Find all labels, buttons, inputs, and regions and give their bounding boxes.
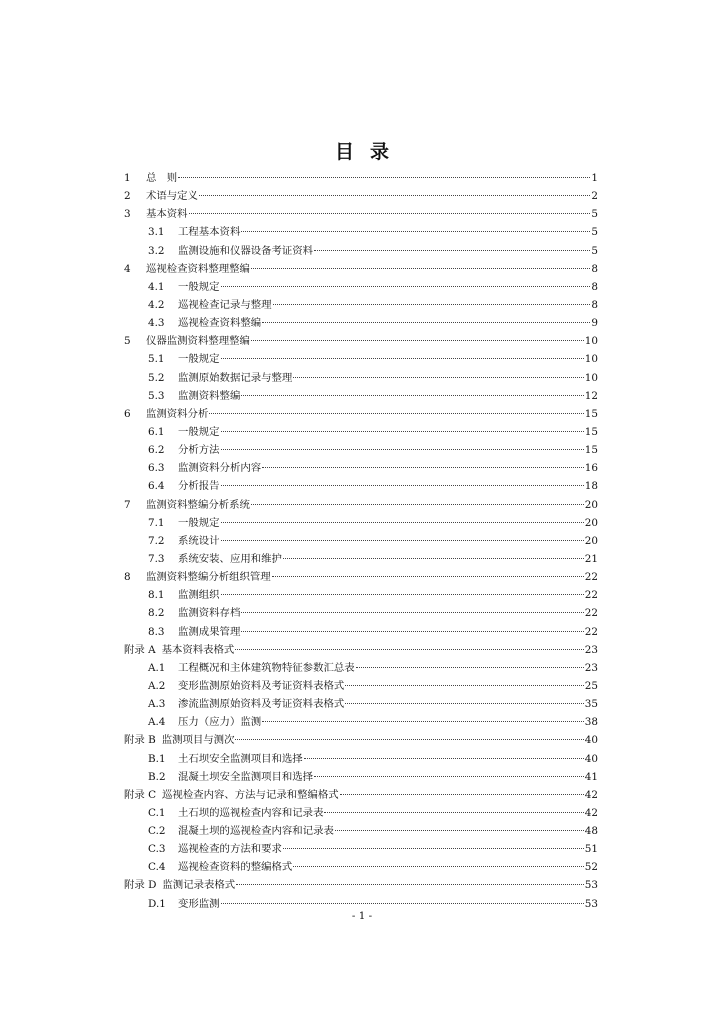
toc-entry-label: 一般规定 xyxy=(178,516,220,529)
toc-dot-leader xyxy=(241,395,583,396)
toc-dot-leader xyxy=(235,649,583,650)
toc-dot-leader xyxy=(251,340,584,341)
toc-entry-number: 3 xyxy=(124,208,131,221)
toc-dot-leader xyxy=(221,358,584,359)
toc-entry-label: 监测资料存档 xyxy=(178,607,241,620)
toc-entry[interactable] xyxy=(124,750,598,768)
title-char-2: 录 xyxy=(370,141,390,163)
toc-dot-leader xyxy=(199,195,590,196)
toc-entry-number: A.2 xyxy=(148,679,166,692)
toc-entry-label: 仪器监测资料整理整编 xyxy=(146,335,250,348)
toc-entry-number: 2 xyxy=(124,190,131,203)
toc-dot-leader xyxy=(251,504,584,505)
toc-entry[interactable] xyxy=(124,332,598,350)
toc-entry-label: 混凝土坝的巡视检查内容和记录表 xyxy=(178,825,334,838)
toc-entry[interactable] xyxy=(124,786,598,804)
toc-entry-number: C.2 xyxy=(148,825,166,838)
toc-entry-number: 6.4 xyxy=(148,480,165,493)
toc-dot-leader xyxy=(345,685,584,686)
toc-entry-number: 7.2 xyxy=(148,534,165,547)
toc-entry-label: 变形监测 xyxy=(178,897,220,910)
page-title xyxy=(0,137,724,164)
toc-entry-label: 巡视检查资料的整编格式 xyxy=(178,861,293,874)
toc-entry-number: 4 xyxy=(124,262,131,275)
toc-entry-page: 18 xyxy=(584,480,598,493)
toc-entry-label: 监测组织 xyxy=(178,589,220,602)
toc-entry-label: 混凝土坝安全监测项目和选择 xyxy=(178,770,314,783)
toc-dot-leader xyxy=(345,703,584,704)
toc-entry-page: 15 xyxy=(584,407,598,420)
toc-entry-label: 压力（应力）监测 xyxy=(178,716,262,729)
toc-entry[interactable] xyxy=(124,623,598,641)
toc-entry-number: A.1 xyxy=(148,661,166,674)
toc-entry-page: 2 xyxy=(591,190,598,203)
toc-entry-number: 6.3 xyxy=(148,462,165,475)
toc-entry-label: 监测设施和仪器设备考证资料 xyxy=(178,244,314,257)
toc-entry-number: 7 xyxy=(124,498,131,511)
toc-entry-page: 40 xyxy=(584,752,598,765)
toc-entry[interactable] xyxy=(124,604,598,622)
toc-dot-leader xyxy=(283,848,584,849)
toc-entry-label: 系统设计 xyxy=(178,534,220,547)
toc-entry[interactable] xyxy=(124,822,598,840)
toc-dot-leader xyxy=(262,467,584,468)
toc-entry-page: 8 xyxy=(591,298,598,311)
toc-entry[interactable] xyxy=(124,586,598,604)
toc-entry[interactable] xyxy=(124,459,598,477)
toc-dot-leader xyxy=(241,631,583,632)
toc-dot-leader xyxy=(221,431,584,432)
toc-entry-label: 变形监测原始资料及考证资料表格式 xyxy=(178,679,345,692)
toc-dot-leader xyxy=(340,794,584,795)
toc-dot-leader xyxy=(324,812,583,813)
toc-entry-label: 巡视检查的方法和要求 xyxy=(178,843,282,856)
toc-entry-label: 监测原始数据记录与整理 xyxy=(178,371,293,384)
toc-entry-page: 15 xyxy=(584,425,598,438)
toc-dot-leader xyxy=(262,322,590,323)
toc-entry-number: 3.2 xyxy=(148,244,165,257)
toc-entry-page: 23 xyxy=(584,661,598,674)
toc-entry-number: 4.2 xyxy=(148,298,165,311)
toc-entry-page: 53 xyxy=(584,879,598,892)
toc-entry-label: 监测资料分析内容 xyxy=(178,462,262,475)
page-number: - 1 - xyxy=(351,910,373,922)
toc-entry[interactable] xyxy=(124,441,598,459)
toc-dot-leader xyxy=(272,576,584,577)
toc-entry-number: C.3 xyxy=(148,843,166,856)
toc-entry[interactable] xyxy=(124,840,598,858)
toc-entry-number: 6.1 xyxy=(148,425,165,438)
toc-entry-number: 8.1 xyxy=(148,589,165,602)
toc-entry-label: 监测记录表格式 xyxy=(162,879,236,892)
toc-dot-leader xyxy=(235,739,583,740)
toc-entry[interactable] xyxy=(124,659,598,677)
toc-entry-page: 53 xyxy=(584,897,598,910)
toc-entry[interactable] xyxy=(124,695,598,713)
toc-entry-number: 附录 B xyxy=(124,734,156,747)
toc-entry[interactable] xyxy=(124,677,598,695)
toc-entry-page: 5 xyxy=(591,208,598,221)
toc-entry[interactable] xyxy=(124,369,598,387)
toc-entry-number: 5.3 xyxy=(148,389,165,402)
toc-entry-page: 42 xyxy=(584,788,598,801)
toc-entry-number: 6 xyxy=(124,407,131,420)
toc-entry-page: 52 xyxy=(584,861,598,874)
table-of-contents xyxy=(124,169,598,913)
toc-entry-number: 附录 A xyxy=(124,643,156,656)
toc-entry-number: 6.2 xyxy=(148,444,165,457)
toc-entry-page: 22 xyxy=(584,625,598,638)
toc-entry-label: 术语与定义 xyxy=(146,190,198,203)
toc-entry-label: 工程概况和主体建筑物特征参数汇总表 xyxy=(178,661,355,674)
toc-dot-leader xyxy=(221,594,584,595)
toc-entry-label: 一般规定 xyxy=(178,425,220,438)
toc-entry-number: 5 xyxy=(124,335,131,348)
toc-entry-label: 监测项目与测次 xyxy=(161,734,235,747)
toc-entry-label: 一般规定 xyxy=(178,353,220,366)
toc-entry-page: 15 xyxy=(584,444,598,457)
toc-entry[interactable] xyxy=(124,296,598,314)
toc-entry-number: 8.2 xyxy=(148,607,165,620)
toc-dot-leader xyxy=(236,884,584,885)
toc-entry[interactable] xyxy=(124,260,598,278)
toc-entry[interactable] xyxy=(124,387,598,405)
toc-entry-number: 附录 D xyxy=(124,879,157,892)
toc-entry-label: 巡视检查内容、方法与记录和整编格式 xyxy=(162,788,339,801)
toc-entry-number: B.2 xyxy=(148,770,166,783)
toc-entry-page: 1 xyxy=(591,172,598,184)
toc-entry-page: 38 xyxy=(584,716,598,729)
toc-dot-leader xyxy=(293,866,583,867)
toc-entry[interactable] xyxy=(124,768,598,786)
toc-entry-page: 22 xyxy=(584,589,598,602)
toc-entry-number: 7.1 xyxy=(148,516,165,529)
toc-dot-leader xyxy=(262,721,584,722)
toc-dot-leader xyxy=(241,231,590,232)
toc-entry-label: 监测成果管理 xyxy=(178,625,241,638)
toc-dot-leader xyxy=(293,377,583,378)
toc-entry[interactable] xyxy=(124,278,598,296)
toc-entry[interactable] xyxy=(124,242,598,260)
toc-entry-page: 5 xyxy=(591,244,598,257)
toc-entry-label: 土石坝的巡视检查内容和记录表 xyxy=(178,806,324,819)
toc-dot-leader xyxy=(251,268,590,269)
toc-entry[interactable] xyxy=(124,496,598,514)
toc-entry-page: 12 xyxy=(584,389,598,402)
toc-entry-page: 16 xyxy=(584,462,598,475)
toc-entry-page: 20 xyxy=(584,534,598,547)
toc-dot-leader xyxy=(221,540,584,541)
toc-dot-leader xyxy=(221,286,591,287)
toc-entry[interactable] xyxy=(124,876,598,894)
toc-dot-leader xyxy=(178,177,590,178)
toc-dot-leader xyxy=(241,612,583,613)
toc-dot-leader xyxy=(221,903,584,904)
toc-entry[interactable] xyxy=(124,223,598,241)
toc-entry[interactable] xyxy=(124,514,598,532)
toc-entry-label: 土石坝安全监测项目和选择 xyxy=(178,752,303,765)
toc-entry-label: 渗流监测原始资料及考证资料表格式 xyxy=(178,698,345,711)
toc-entry[interactable] xyxy=(124,532,598,550)
toc-entry[interactable] xyxy=(124,205,598,223)
toc-entry-number: 8 xyxy=(124,571,131,584)
toc-entry-label: 巡视检查记录与整理 xyxy=(178,298,272,311)
toc-entry-page: 10 xyxy=(584,335,598,348)
toc-entry-page: 40 xyxy=(584,734,598,747)
toc-entry[interactable] xyxy=(124,477,598,495)
toc-entry-page: 9 xyxy=(591,317,598,330)
toc-entry-page: 20 xyxy=(584,498,598,511)
toc-entry-page: 23 xyxy=(584,643,598,656)
toc-entry-label: 一般规定 xyxy=(178,280,220,293)
toc-dot-leader xyxy=(221,522,584,523)
toc-entry-page: 42 xyxy=(584,806,598,819)
toc-entry-page: 22 xyxy=(584,607,598,620)
toc-entry-label: 总 则 xyxy=(146,172,178,184)
toc-entry-number: 5.2 xyxy=(148,371,165,384)
title-char-1: 目 xyxy=(334,141,354,163)
toc-entry-number: 4.1 xyxy=(148,280,165,293)
toc-entry[interactable] xyxy=(124,713,598,731)
toc-dot-leader xyxy=(314,776,584,777)
toc-entry[interactable] xyxy=(124,804,598,822)
toc-dot-leader xyxy=(273,304,591,305)
toc-entry-label: 系统安装、应用和维护 xyxy=(178,552,282,565)
toc-entry-label: 监测资料整编 xyxy=(178,389,241,402)
toc-entry[interactable] xyxy=(124,350,598,368)
toc-entry[interactable] xyxy=(124,405,598,423)
toc-entry-page: 41 xyxy=(584,770,598,783)
toc-entry-number: C.4 xyxy=(148,861,166,874)
toc-entry-label: 巡视检查资料整理整编 xyxy=(146,262,250,275)
toc-dot-leader xyxy=(221,485,584,486)
toc-entry-label: 分析方法 xyxy=(178,444,220,457)
toc-entry-number: B.1 xyxy=(148,752,166,765)
toc-entry-number: C.1 xyxy=(148,806,166,819)
toc-entry-page: 21 xyxy=(584,552,598,565)
toc-dot-leader xyxy=(283,558,584,559)
toc-entry[interactable] xyxy=(124,731,598,749)
toc-entry-page: 48 xyxy=(584,825,598,838)
toc-entry-number: A.3 xyxy=(148,698,166,711)
toc-entry-label: 巡视检查资料整编 xyxy=(178,317,262,330)
toc-entry-page: 5 xyxy=(591,226,598,239)
toc-entry[interactable] xyxy=(124,858,598,876)
toc-entry-number: 7.3 xyxy=(148,552,165,565)
toc-dot-leader xyxy=(356,667,584,668)
toc-entry-page: 10 xyxy=(584,371,598,384)
toc-entry-label: 工程基本资料 xyxy=(178,226,241,239)
toc-dot-leader xyxy=(189,213,591,214)
toc-entry-label: 基本资料 xyxy=(146,208,188,221)
toc-entry-label: 监测资料整编分析系统 xyxy=(146,498,250,511)
toc-dot-leader xyxy=(221,449,584,450)
toc-entry-number: 4.3 xyxy=(148,317,165,330)
toc-entry-label: 监测资料分析 xyxy=(146,407,209,420)
toc-entry-page: 25 xyxy=(584,679,598,692)
toc-entry-page: 8 xyxy=(591,262,598,275)
toc-entry[interactable] xyxy=(124,568,598,586)
toc-entry[interactable] xyxy=(124,187,598,205)
toc-dot-leader xyxy=(304,758,584,759)
toc-entry-number: 3.1 xyxy=(148,226,165,239)
toc-dot-leader xyxy=(209,413,583,414)
toc-entry-number: 5.1 xyxy=(148,353,165,366)
toc-entry-number: 附录 C xyxy=(124,788,157,801)
toc-entry-page: 35 xyxy=(584,698,598,711)
toc-entry[interactable] xyxy=(124,423,598,441)
toc-entry-label: 基本资料表格式 xyxy=(161,643,235,656)
toc-entry-page: 8 xyxy=(591,280,598,293)
toc-entry-number: 8.3 xyxy=(148,625,165,638)
toc-entry-number: 1 xyxy=(124,172,131,184)
toc-entry-label: 分析报告 xyxy=(178,480,220,493)
toc-entry-number: A.4 xyxy=(148,716,166,729)
toc-dot-leader xyxy=(335,830,584,831)
toc-entry-page: 20 xyxy=(584,516,598,529)
toc-entry[interactable] xyxy=(124,641,598,659)
toc-entry-page: 22 xyxy=(584,571,598,584)
toc-entry[interactable] xyxy=(124,314,598,332)
toc-entry-number: D.1 xyxy=(148,897,166,910)
toc-entry-page: 10 xyxy=(584,353,598,366)
toc-entry-page: 51 xyxy=(584,843,598,856)
toc-entry[interactable] xyxy=(124,550,598,568)
toc-entry-label: 监测资料整编分析组织管理 xyxy=(146,571,271,584)
toc-entry[interactable] xyxy=(124,169,598,187)
toc-dot-leader xyxy=(314,250,590,251)
